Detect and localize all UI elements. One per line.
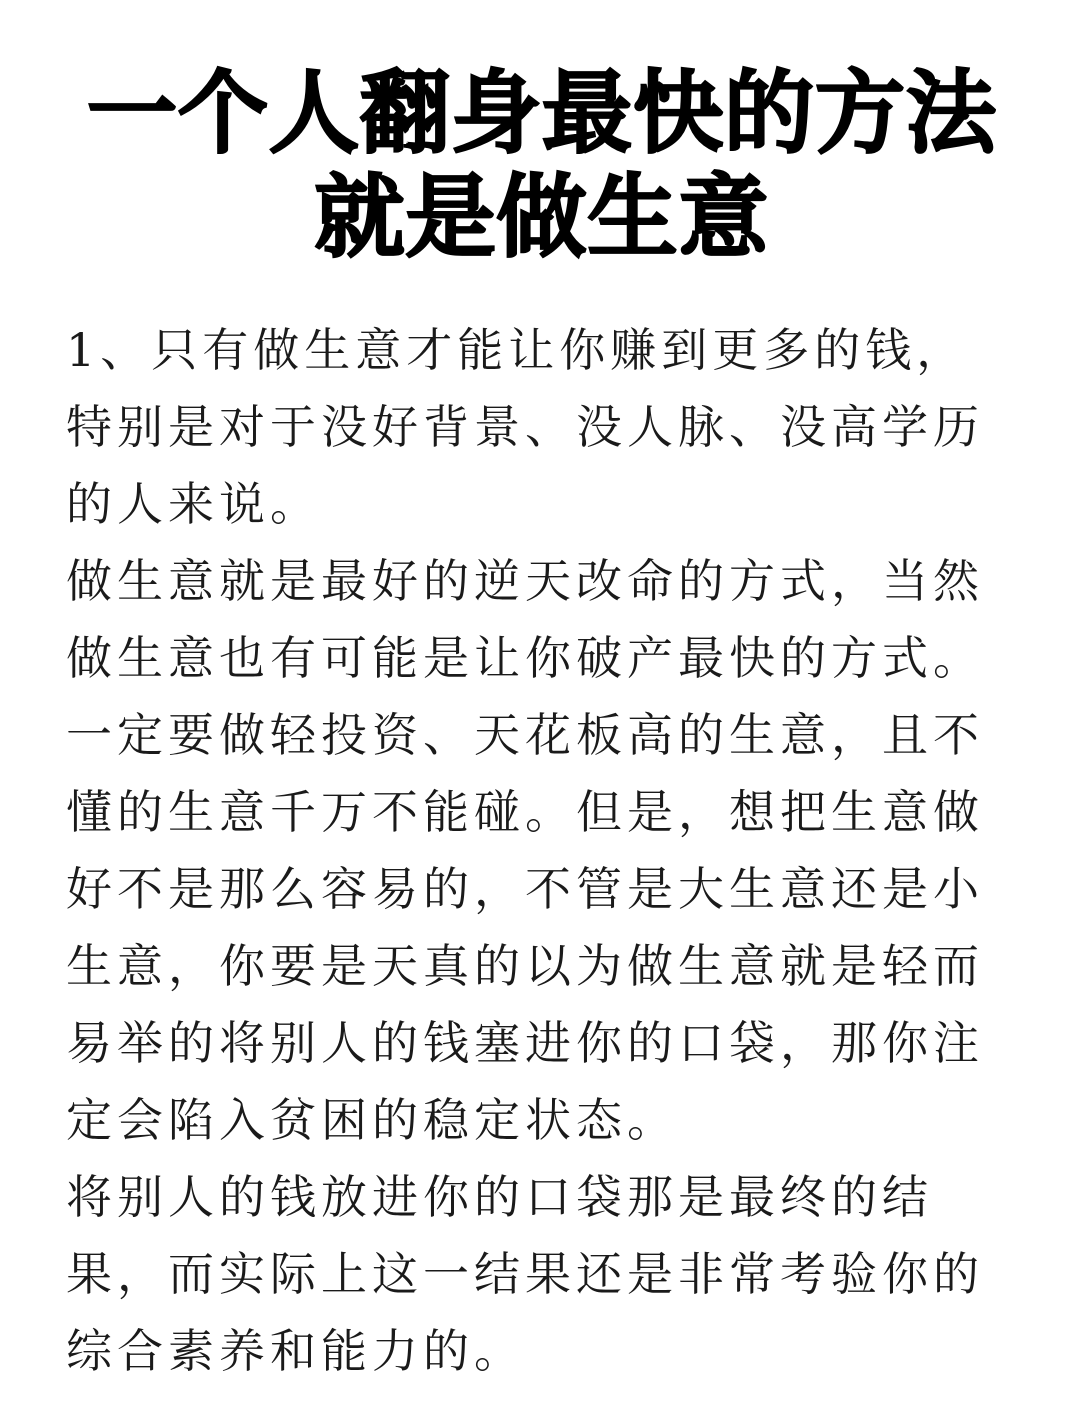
page-title [66,0,1018,270]
paragraph-4: 将别人的钱放进你的口袋那是最终的结果，而实际上这一结果还是非常考验你的综合素养和能力的。 [66,1170,984,1378]
article-body [66,312,1018,1390]
paragraph-3: 一定要做轻投资、天花板高的生意，且不懂的生意千万不能碰。但是，想把生意做好不是那么容易的，不管是大生意还是小生意，你要是天真的以为做生意就是轻而易举的将别人的钱塞进你的口袋，那你注定会陷入贫困的稳定状态。 [66,708,984,1147]
title-line-2: 就是做生意 [314,165,770,270]
paragraph-2: 做生意就是最好的逆天改命的方式，当然做生意也有可能是让你破产最快的方式。 [66,554,984,685]
paragraph-1: 1、只有做生意才能让你赚到更多的钱，特别是对于没好背景、没人脉、没高学历的人来说。 [66,323,984,531]
title-line-1: 一个人翻身最快的方法 [87,61,997,166]
